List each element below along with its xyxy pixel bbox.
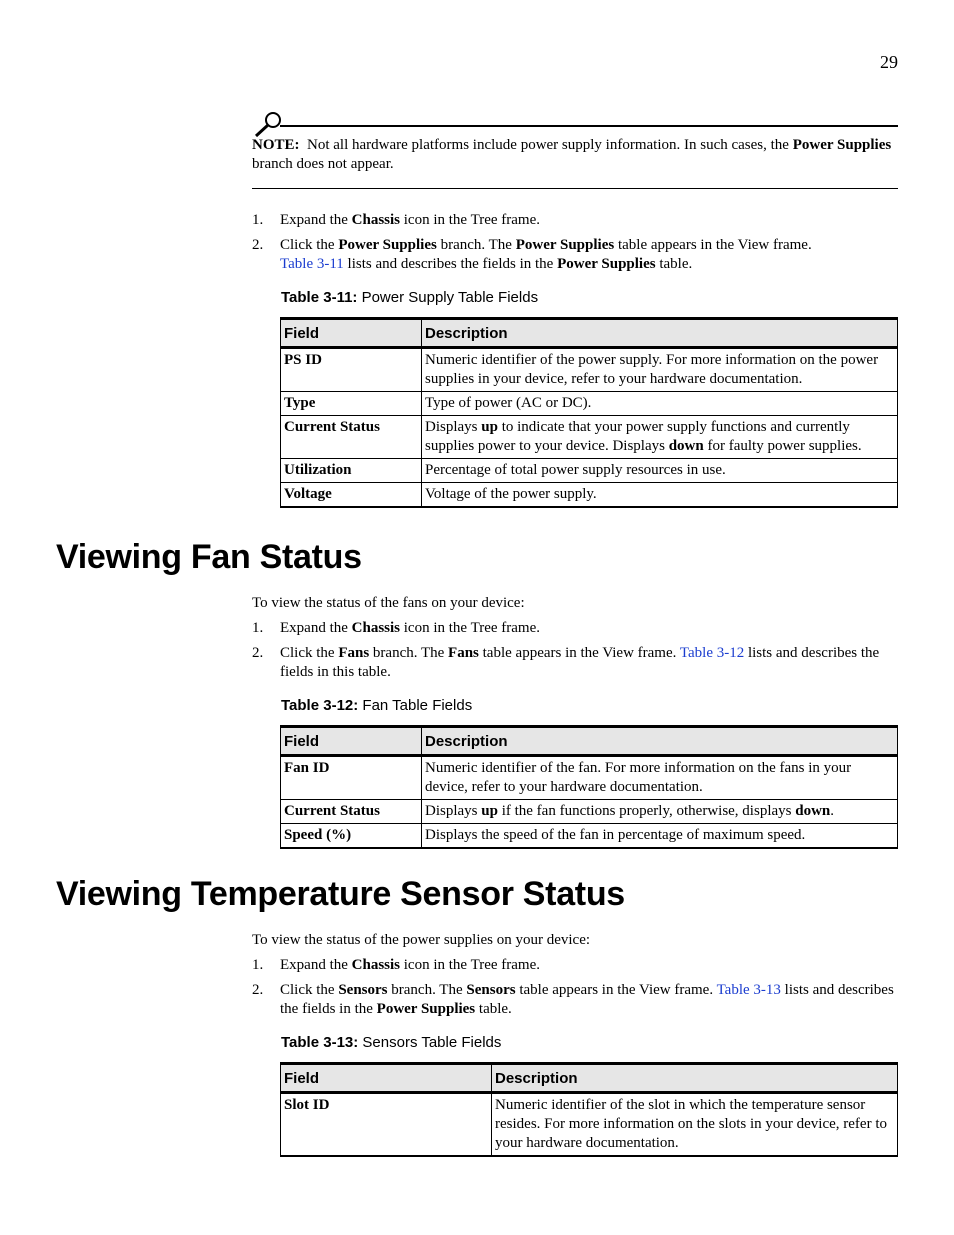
fan-table xyxy=(280,725,898,849)
table-row: PS ID Numeric identifier of the power supply. For more information on the power supplies in your device, refer to your hardware documentation. xyxy=(281,348,898,392)
section-heading-fan: Viewing Fan Status xyxy=(56,538,362,576)
table-caption: Table 3-11: Power Supply Table Fields xyxy=(281,289,539,306)
note-top-rule xyxy=(280,125,898,127)
table-row: Current Status Displays up if the fan functions properly, otherwise, displays down. xyxy=(281,800,898,824)
table-row: Fan ID Numeric identifier of the fan. For more information on the fans in your device, refer to your hardware documentation. xyxy=(281,756,898,800)
table-header-row xyxy=(281,1064,898,1093)
table-row: Current Status Displays up to indicate that your power supply functions and currently supplies power to your device. Displays down for faulty power supplies. xyxy=(281,416,898,459)
intro-text: To view the status of the fans on your device: xyxy=(252,595,525,611)
column-header: Description xyxy=(492,1064,898,1093)
table-row: Type Type of power (AC or DC). xyxy=(281,392,898,416)
table-row: Utilization Percentage of total power supply resources in use. xyxy=(281,459,898,483)
table-header-row xyxy=(281,319,898,348)
column-header: Field xyxy=(281,727,422,756)
intro-text: To view the status of the power supplies on your device: xyxy=(252,932,591,948)
table-3-12-link[interactable]: Table 3-12 xyxy=(679,645,745,661)
table-row: Speed (%) Displays the speed of the fan in percentage of maximum speed. xyxy=(281,824,898,849)
note-bottom-rule xyxy=(252,188,898,189)
table-header-row xyxy=(281,727,898,756)
table-3-13-link[interactable]: Table 3-13 xyxy=(716,982,781,998)
page-number: 29 xyxy=(880,52,898,72)
table-caption: Table 3-12: Fan Table Fields xyxy=(281,697,473,714)
note-text: NOTE: Not all hardware platforms include power supply information. In such cases, the Power Supplies branch does not appear. xyxy=(252,137,892,172)
column-header: Field xyxy=(281,319,422,348)
table-row: Voltage Voltage of the power supply. xyxy=(281,483,898,508)
table-row: Slot ID Numeric identifier of the slot in which the temperature sensor resides. For more information on the slots in your device, refer to your hardware documentation. xyxy=(281,1093,898,1157)
table-3-11-link[interactable]: Table 3-11 xyxy=(280,256,344,272)
column-header: Description xyxy=(422,727,898,756)
magnifier-icon xyxy=(253,110,283,138)
power-supply-table xyxy=(280,317,898,508)
column-header: Description xyxy=(422,319,898,348)
sensors-table xyxy=(280,1062,898,1157)
section-heading-temperature: Viewing Temperature Sensor Status xyxy=(56,875,625,913)
table-caption: Table 3-13: Sensors Table Fields xyxy=(281,1034,502,1051)
column-header: Field xyxy=(281,1064,492,1093)
